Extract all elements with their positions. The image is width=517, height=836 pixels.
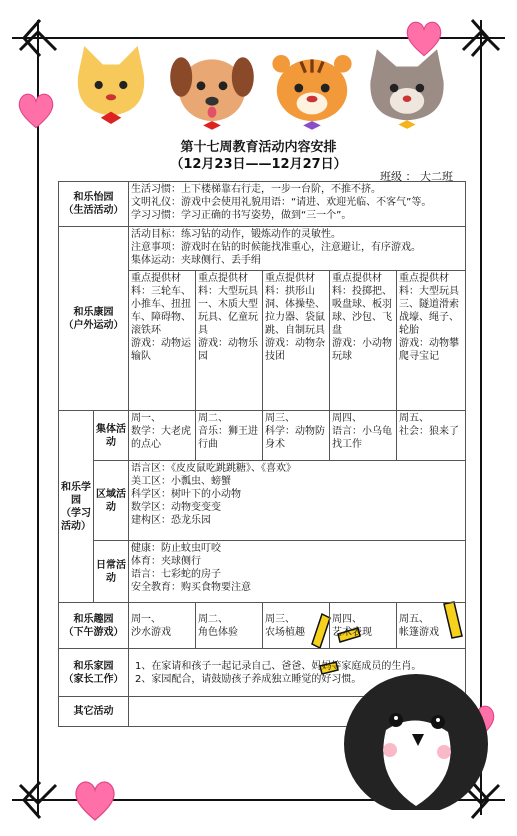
table-row (59, 603, 466, 649)
section-label-outdoor: 和乐康园 （户外运动） (59, 227, 129, 411)
date-range: （12月23日——12月27日） (170, 157, 347, 172)
life-content: 生活习惯：上下楼梯靠右行走，一步一台阶，不推不挤。 文明礼仪：游戏中会使用礼貌用语：“请进、欢迎光临、不客气”等。 学习习惯：学习正确的书写姿势，做到“三一个”。 (129, 182, 466, 227)
outdoor-day-1: 重点提供材料：三轮车、小推车、扭扭车、障碍物、滚铁环 游戏：动物运输队 (129, 271, 196, 411)
outdoor-content: 活动目标：练习钻的动作，锻炼动作的灵敏性。 注意事项：游戏时在钻的时候能找准重心，注意避让，有序游戏。 集体运动：夹球侧行、丢手绢 (129, 227, 466, 271)
outdoor-day-5: 重点提供材料：大型玩具三、隧道滑索战壕、绳子、轮胎 游戏：动物攀爬寻宝记 (397, 271, 466, 411)
tiger-face-icon (266, 44, 358, 132)
section-label-home: 和乐家园 （家长工作） (59, 649, 129, 697)
section-label-study: 和乐学园 （学习活动） (59, 411, 94, 603)
table-row (59, 461, 466, 541)
outdoor-day-2: 重点提供材料：大型玩具一、木质大型玩具、亿童玩具 游戏：动物乐园 (196, 271, 263, 411)
group-day-1: 周一、 数学：大老虎的点心 (129, 411, 196, 461)
area-content: 语言区：《皮皮鼠吃跳跳糖》、《喜欢》 美工区：小瓢虫、螃蟹 科学区：树叶下的小动物 数学区：动物变变变 建构区：恐龙乐园 (129, 461, 466, 541)
cat-face-icon (70, 44, 152, 126)
heart-icon (14, 88, 58, 132)
sub-label-area: 区域活动 (94, 461, 129, 541)
fun-day-1: 周一、 沙水游戏 (129, 603, 196, 649)
class-label: 班级 ： 大二班 (380, 170, 453, 183)
fun-day-2: 周二、 角色体验 (196, 603, 263, 649)
table-row (59, 541, 466, 603)
schedule-table (58, 181, 466, 727)
table-row (59, 411, 466, 461)
dog-face-icon (168, 44, 256, 132)
group-day-2: 周二、 音乐：狮王进行曲 (196, 411, 263, 461)
daily-content: 健康：防止蚊虫叮咬 体育：夹球侧行 语言：七彩蛇的房子 安全教育：购买食物要注意 (129, 541, 466, 603)
fun-day-5: 周五、 帐篷游戏 (397, 603, 466, 649)
outdoor-day-4: 重点提供材料：投掷把、吸盘球、板羽球、沙包、飞盘 游戏：小动物玩球 (330, 271, 397, 411)
section-label-fun: 和乐趣园 （下午游戏） (59, 603, 129, 649)
fun-day-3: 周三、 农场植趣 (263, 603, 330, 649)
section-label-other: 其它活动 (59, 697, 129, 727)
group-day-4: 周四、 语言：小乌龟找工作 (330, 411, 397, 461)
sub-label-group: 集体活动 (94, 411, 129, 461)
group-day-5: 周五、 社会：狼来了 (397, 411, 466, 461)
page-title: 第十七周教育活动内容安排 (180, 140, 337, 155)
heart-icon (70, 775, 120, 825)
table-row (59, 182, 466, 227)
group-day-3: 周三、 科学：动物防身术 (263, 411, 330, 461)
gray-cat-face-icon (364, 44, 450, 132)
section-label-life: 和乐怡园 （生活活动） (59, 182, 129, 227)
penguin-icon (338, 660, 488, 810)
sub-label-daily: 日常活动 (94, 541, 129, 603)
home-content: 1、在家请和孩子一起记录自己、爸爸、妈妈等家庭成员的生肖。 2、家园配合，请鼓励孩子养成独立睡觉的好习惯。 (129, 649, 466, 697)
table-row (59, 227, 466, 271)
fun-day-4: 周四、 艺术表现 (330, 603, 397, 649)
outdoor-day-3: 重点提供材料：拱形山洞、体操垫、拉力器、袋鼠跳、自制玩具 游戏：动物杂技团 (263, 271, 330, 411)
